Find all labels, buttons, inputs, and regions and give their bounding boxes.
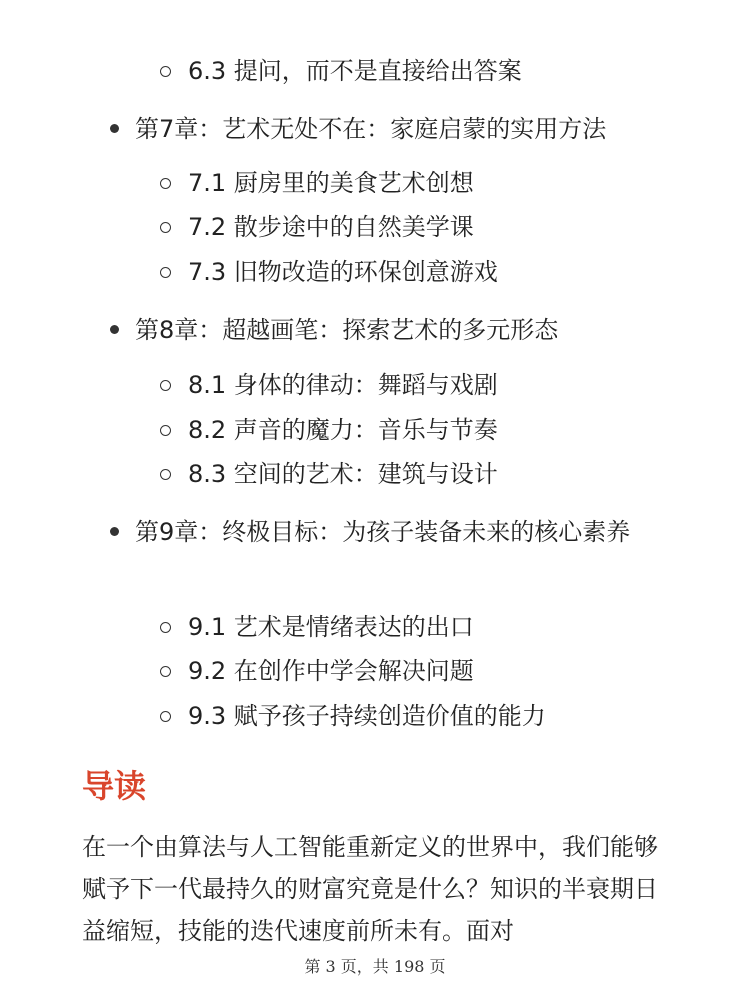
hollow-bullet-icon <box>160 666 171 677</box>
hollow-bullet-icon <box>160 222 171 233</box>
toc-chapter-label: 第9章：终极目标：为孩子装备未来的核心素养 <box>135 518 631 546</box>
section-heading: 导读 <box>82 767 147 805</box>
page-number-footer: 第 3 页，共 198 页 <box>304 957 446 976</box>
hollow-bullet-icon <box>160 267 171 278</box>
hollow-bullet-icon <box>160 622 171 633</box>
hollow-bullet-icon <box>160 425 171 436</box>
hollow-bullet-icon <box>160 711 171 722</box>
filled-bullet-icon <box>110 325 119 334</box>
hollow-bullet-icon <box>160 380 171 391</box>
hollow-bullet-icon <box>160 66 171 77</box>
hollow-bullet-icon <box>160 178 171 189</box>
toc-item-label: 9.1 艺术是情绪表达的出口 <box>188 613 474 641</box>
toc-item-label: 8.3 空间的艺术：建筑与设计 <box>188 460 498 488</box>
toc-item-label: 9.3 赋予孩子持续创造价值的能力 <box>188 702 546 730</box>
toc-item-label: 9.2 在创作中学会解决问题 <box>188 657 474 685</box>
intro-paragraph: 在一个由算法与人工智能重新定义的世界中，我们能够赋予下一代最持久的财富究竟是什么？知识的半衰期日益缩短，技能的迭代速度前所未有。面对 <box>82 833 658 945</box>
hollow-bullet-icon <box>160 469 171 480</box>
filled-bullet-icon <box>110 124 119 133</box>
toc-item-label: 7.2 散步途中的自然美学课 <box>188 213 474 241</box>
toc-item-label: 8.2 声音的魔力：音乐与节奏 <box>188 416 498 444</box>
toc-item-label: 7.3 旧物改造的环保创意游戏 <box>188 258 498 286</box>
toc-chapter-label: 第8章：超越画笔：探索艺术的多元形态 <box>135 316 559 344</box>
toc-item-label: 7.1 厨房里的美食艺术创想 <box>188 169 474 197</box>
filled-bullet-icon <box>110 527 119 536</box>
toc-item-label: 8.1 身体的律动：舞蹈与戏剧 <box>188 371 498 399</box>
toc-item-label: 6.3 提问，而不是直接给出答案 <box>188 57 522 85</box>
toc-chapter-label: 第7章：艺术无处不在：家庭启蒙的实用方法 <box>135 115 607 143</box>
